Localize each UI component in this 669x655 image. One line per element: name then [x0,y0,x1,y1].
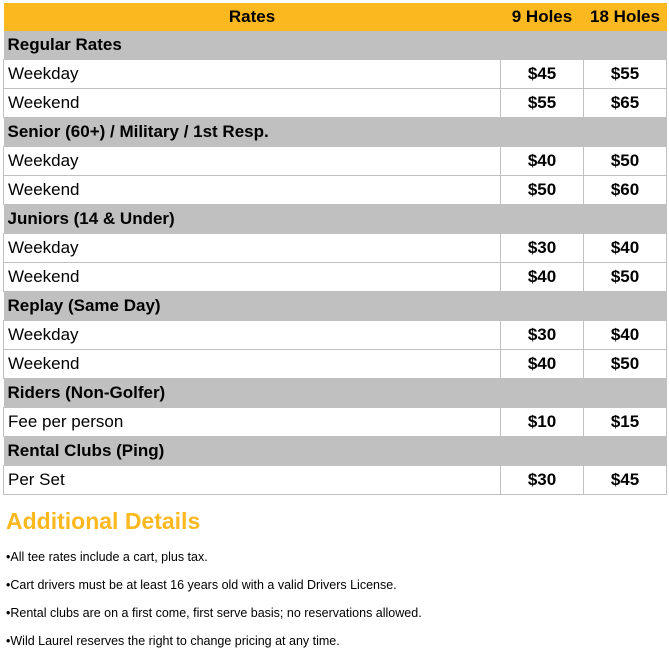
rate-label: Weekday [4,321,501,350]
eighteen-holes-price: $65 [584,89,667,118]
eighteen-holes-price: $40 [584,234,667,263]
section-title: Riders (Non-Golfer) [4,379,667,408]
section-title: Replay (Same Day) [4,292,667,321]
section-row [4,379,667,408]
nine-holes-price: $40 [501,263,584,292]
eighteen-holes-price: $40 [584,321,667,350]
rate-label: Weekend [4,176,501,205]
section-title: Regular Rates [4,31,667,60]
list-item: •Wild Laurel reserves the right to change pricing at any time. [6,634,340,648]
eighteen-holes-price: $50 [584,263,667,292]
list-item: •All tee rates include a cart, plus tax. [6,550,208,564]
table-row [4,60,667,89]
rates-header-row [4,3,667,31]
section-title: Senior (60+) / Military / 1st Resp. [4,118,667,147]
eighteen-holes-price: $55 [584,60,667,89]
rate-label: Weekend [4,350,501,379]
nine-holes-price: $30 [501,234,584,263]
rate-label: Fee per person [4,408,501,437]
nine-holes-price: $55 [501,89,584,118]
rate-label: Weekday [4,60,501,89]
rate-label: Weekend [4,263,501,292]
nine-holes-price: $10 [501,408,584,437]
table-row [4,408,667,437]
section-row [4,31,667,60]
nine-holes-price: $40 [501,147,584,176]
nine-holes-price: $40 [501,350,584,379]
rate-label: Weekday [4,234,501,263]
additional-details-heading: Additional Details [6,508,201,534]
table-row [4,466,667,495]
table-row [4,89,667,118]
eighteen-holes-price: $45 [584,466,667,495]
rate-label: Per Set [4,466,501,495]
eighteen-holes-price: $15 [584,408,667,437]
section-row [4,292,667,321]
eighteen-holes-price: $60 [584,176,667,205]
table-row [4,176,667,205]
details-list [6,543,661,655]
eighteen-holes-column-header: 18 Holes [584,3,667,31]
eighteen-holes-price: $50 [584,147,667,176]
section-row [4,118,667,147]
rates-column-header: Rates [4,3,501,31]
nine-holes-price: $30 [501,321,584,350]
additional-details [6,507,661,655]
table-row [4,263,667,292]
table-row [4,350,667,379]
section-title: Rental Clubs (Ping) [4,437,667,466]
rate-label: Weekend [4,89,501,118]
list-item: •Rental clubs are on a first come, first serve basis; no reservations allowed. [6,606,422,620]
section-title: Juniors (14 & Under) [4,205,667,234]
nine-holes-column-header: 9 Holes [501,3,584,31]
table-row [4,147,667,176]
nine-holes-price: $30 [501,466,584,495]
table-row [4,321,667,350]
rate-label: Weekday [4,147,501,176]
rates-table [3,3,667,495]
section-row [4,205,667,234]
list-item: •Cart drivers must be at least 16 years old with a valid Drivers License. [6,578,397,592]
eighteen-holes-price: $50 [584,350,667,379]
table-row [4,234,667,263]
section-row [4,437,667,466]
nine-holes-price: $50 [501,176,584,205]
nine-holes-price: $45 [501,60,584,89]
